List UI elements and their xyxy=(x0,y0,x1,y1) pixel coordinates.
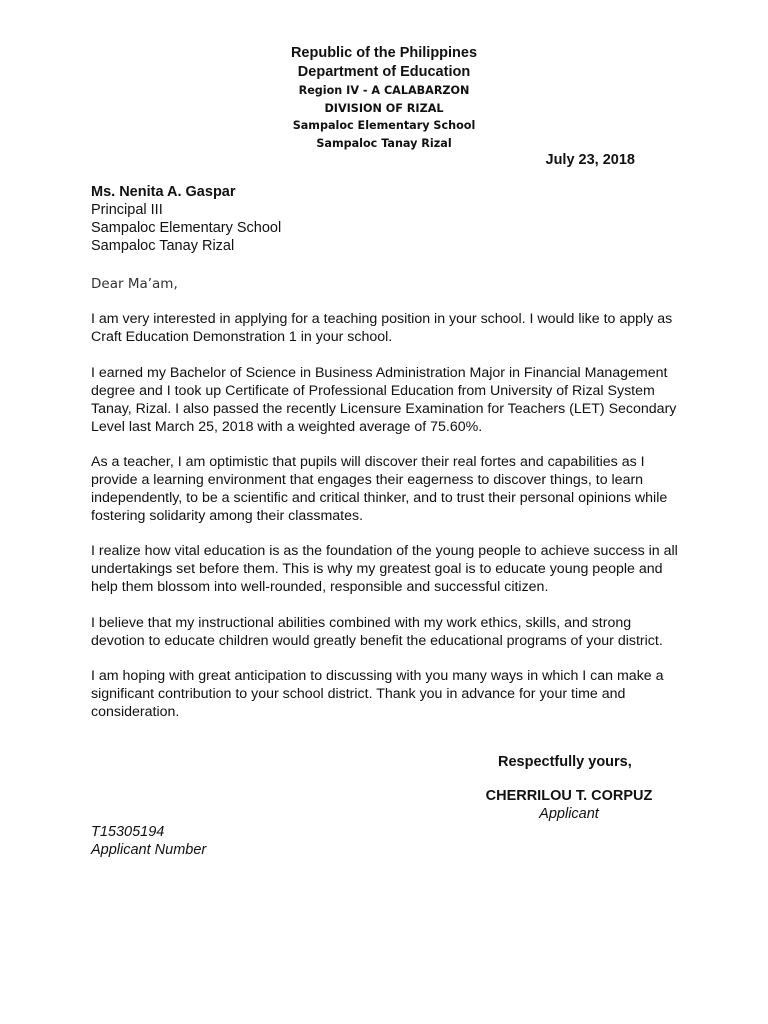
body-paragraph-3: As a teacher, I am optimistic that pupils will discover their real fortes and capabilities as I provide a learning environment that engages their eagerness to discover things, to learn independently, to be a scientific and critical thinker, and to trust their personal opinions while fostering solidarity among their classmates. xyxy=(91,454,668,524)
inside-address xyxy=(91,183,281,255)
letterhead-division: DIVISION OF RIZAL xyxy=(324,101,444,115)
recipient-title: Principal III xyxy=(91,202,163,218)
closing: Respectfully yours, xyxy=(498,754,632,770)
signature-block xyxy=(474,787,664,823)
letterhead-region: Region IV - A CALABARZON xyxy=(298,84,470,97)
body-paragraph-4: I realize how vital education is as the foundation of the young people to achieve success in all undertakings set before them. This is why my greatest goal is to educate young people and help them blossom into well-rounded, responsible and successful citizen. xyxy=(91,543,678,595)
salutation: Dear Ma’am, xyxy=(91,276,178,292)
body-paragraph-1: I am very interested in applying for a teaching position in your school. I would like to apply as Craft Education Demonstration 1 in your school. xyxy=(91,311,673,345)
signer-name: CHERRILOU T. CORPUZ xyxy=(485,788,653,804)
letterhead-department: Department of Education xyxy=(297,64,471,80)
letterhead-address: Sampaloc Tanay Rizal xyxy=(316,136,452,150)
applicant-number-label: Applicant Number xyxy=(91,842,207,858)
signer-title: Applicant xyxy=(539,806,599,822)
recipient-school: Sampaloc Elementary School xyxy=(91,220,282,236)
letter-date: July 23, 2018 xyxy=(545,152,635,168)
letterhead-school: Sampaloc Elementary School xyxy=(292,119,476,132)
body-paragraph-6: I am hoping with great anticipation to discussing with you many ways in which I can make a significant contribution to your school district. Thank you in advance for your time and consideration. xyxy=(91,668,664,720)
applicant-number: T15305194 xyxy=(91,824,165,840)
body-paragraph-5: I believe that my instructional abilities combined with my work ethics, skills, and strong devotion to educate children would greatly benefit the educational programs of your district. xyxy=(91,615,663,649)
letterhead xyxy=(0,44,768,152)
letterhead-country: Republic of the Philippines xyxy=(290,45,478,61)
recipient-name: Ms. Nenita A. Gaspar xyxy=(91,184,236,200)
recipient-address: Sampaloc Tanay Rizal xyxy=(91,238,235,254)
applicant-number-block xyxy=(91,823,206,859)
body-paragraph-2: I earned my Bachelor of Science in Business Administration Major in Financial Management degree and I took up Certificate of Professional Education from University of Rizal System Tanay, Rizal. I also passed the recently Licensure Examination for Teachers (LET) Secondary Level last March 25, 2018 with a weighted average of 75.60%. xyxy=(91,365,677,435)
